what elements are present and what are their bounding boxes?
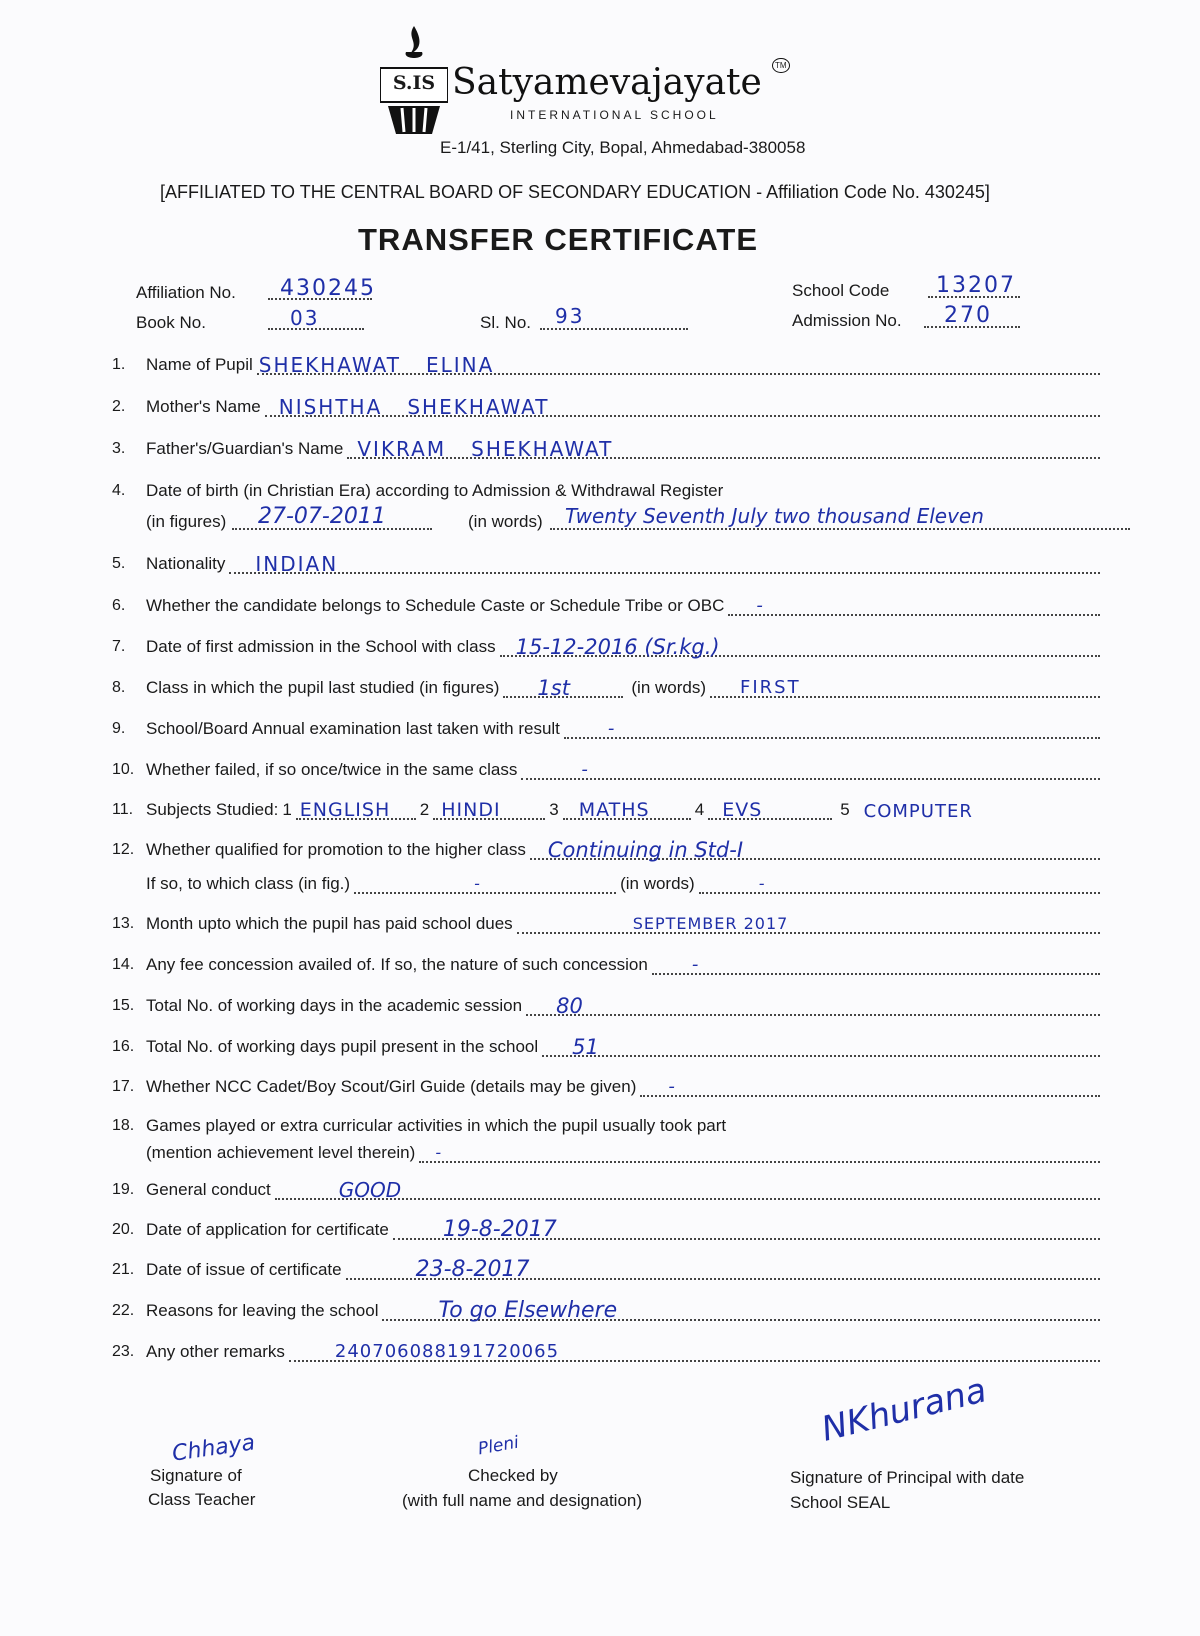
field-number: 19.	[112, 1181, 135, 1198]
dob-words-label: (in words)	[468, 512, 543, 531]
field-18	[112, 1116, 1100, 1136]
failed-status: -	[581, 759, 588, 780]
field-label: Month upto which the pupil has paid school dues	[146, 914, 513, 933]
field-label: Whether failed, if so once/twice in the same class	[146, 760, 518, 779]
school-code-value: 13207	[936, 273, 1016, 298]
field-22	[112, 1298, 1100, 1323]
field-1	[112, 355, 1100, 375]
field-number: 22.	[112, 1302, 135, 1319]
field-number: 9.	[112, 720, 126, 737]
working-days-present: 51	[572, 1035, 599, 1059]
other-remarks: 240706088191720065	[334, 1341, 560, 1362]
dob-figures-label: (in figures)	[146, 512, 227, 531]
field-number: 14.	[112, 956, 135, 973]
affiliation-no-label: Affiliation No.	[136, 283, 236, 302]
sl-no-label: Sl. No.	[480, 313, 532, 332]
field-number: 2.	[112, 398, 126, 415]
field-number: 4.	[112, 482, 126, 499]
field-8	[112, 678, 1100, 698]
father-name: VIKRAM SHEKHAWAT	[357, 437, 614, 461]
fee-concession: -	[691, 954, 699, 975]
field-label: Date of first admission in the School with class	[146, 637, 496, 656]
field-number: 10.	[112, 761, 135, 778]
admission-no-value: 270	[944, 303, 992, 328]
field-label: Name of Pupil	[146, 355, 253, 374]
checked-by-label-2: (with full name and designation)	[402, 1491, 643, 1510]
field-23	[112, 1342, 1100, 1362]
trademark: TM	[772, 58, 790, 73]
dues-paid-month: SEPTEMBER 2017	[632, 914, 789, 933]
field-label: If so, to which class (in fig.)	[146, 874, 351, 893]
field-17	[112, 1077, 1100, 1097]
field-19	[112, 1180, 1100, 1200]
field-20	[112, 1217, 1100, 1242]
field-label: Whether NCC Cadet/Boy Scout/Girl Guide (details may be given)	[146, 1077, 637, 1096]
last-class-figures: 1st	[537, 676, 570, 700]
field-number: 6.	[112, 597, 126, 614]
field-number: 15.	[112, 997, 135, 1014]
checked-by-signature: Pleni	[476, 1432, 521, 1460]
field-label: Mother's Name	[146, 397, 261, 416]
field-6	[112, 596, 1100, 616]
field-21	[112, 1257, 1100, 1282]
class-teacher-label-2: Class Teacher	[148, 1490, 256, 1509]
field-label: Date of application for certificate	[146, 1220, 389, 1239]
field-label: (in words)	[631, 678, 707, 697]
affiliation-line: [AFFILIATED TO THE CENTRAL BOARD OF SECONDARY EDUCATION - Affiliation Code No. 430245]	[160, 182, 990, 202]
field-number: 1.	[112, 356, 126, 373]
subject-4: EVS	[722, 799, 763, 821]
field-13	[112, 914, 1100, 934]
field-label: Whether the candidate belongs to Schedule Caste or Schedule Tribe or OBC	[146, 596, 725, 615]
principal-signature: NKhurana	[817, 1370, 991, 1450]
field-label: Whether qualified for promotion to the higher class	[146, 840, 526, 859]
field-18-sub	[146, 1143, 1100, 1163]
mother-name: NISHTHA SHEKHAWAT	[278, 395, 550, 419]
leaving-reason: To go Elsewhere	[438, 1298, 618, 1323]
nationality: INDIAN	[255, 552, 339, 576]
field-label: Any other remarks	[146, 1342, 285, 1361]
field-11: 11. Subjects Studied: 1 ENGLISH 2 HINDI 3 MATHS 4 EVS 5 COMPUTER	[112, 799, 973, 822]
principal-label-1: Signature of Principal with date	[790, 1468, 1025, 1487]
class-teacher-signature: Chhaya	[170, 1430, 257, 1467]
field-label: Date of issue of certificate	[146, 1260, 342, 1279]
dob-words-value: Twenty Seventh July two thousand Eleven	[565, 504, 984, 528]
field-number: 12.	[112, 841, 135, 858]
field-number: 13.	[112, 915, 135, 932]
field-7	[112, 637, 1100, 657]
issue-date: 23-8-2017	[415, 1257, 530, 1282]
promotion-class-figures: -	[474, 874, 480, 893]
subject-2: HINDI	[441, 799, 501, 821]
field-16	[112, 1037, 1100, 1057]
dob-figures-value: 27-07-2011	[258, 504, 386, 529]
field-number: 20.	[112, 1221, 135, 1238]
subject-3: MATHS	[578, 799, 650, 821]
affiliation-no-value: 430245	[280, 276, 376, 301]
field-label: Games played or extra curricular activities in which the pupil usually took part	[146, 1116, 727, 1135]
working-days-total: 80	[556, 994, 583, 1018]
field-number: 16.	[112, 1038, 135, 1055]
field-number: 23.	[112, 1343, 135, 1360]
general-conduct: GOOD	[338, 1178, 402, 1202]
subject-1: ENGLISH	[299, 799, 391, 821]
first-admission: 15-12-2016 (Sr.kg.)	[515, 635, 720, 659]
school-code-label: School Code	[792, 281, 890, 300]
field-label: Nationality	[146, 554, 226, 573]
school-logo	[380, 22, 448, 142]
principal-label-2: School SEAL	[790, 1493, 891, 1512]
field-15	[112, 996, 1100, 1016]
field-label: Subjects Studied:	[146, 800, 279, 819]
field-label: General conduct	[146, 1180, 271, 1199]
admission-no-label: Admission No.	[792, 311, 902, 330]
field-label: (in words)	[620, 874, 695, 893]
field-number: 18.	[112, 1117, 135, 1134]
promotion-status: Continuing in Std-I	[547, 838, 744, 862]
exam-result: -	[607, 718, 615, 739]
subject-5: COMPUTER	[863, 801, 973, 822]
field-label: School/Board Annual examination last taken with result	[146, 719, 560, 738]
sl-no-value: 93	[555, 304, 585, 328]
field-2	[112, 397, 1100, 417]
field-number: 8.	[112, 679, 126, 696]
field-label: Father's/Guardian's Name	[146, 439, 344, 458]
field-3	[112, 439, 1100, 459]
field-label: Reasons for leaving the school	[146, 1301, 379, 1320]
field-label: Total No. of working days pupil present in the school	[146, 1037, 539, 1056]
field-number: 5.	[112, 555, 126, 572]
logo-text: S.IS	[392, 72, 436, 94]
field-12	[112, 840, 1100, 860]
field-label: Total No. of working days in the academic session	[146, 996, 523, 1015]
promotion-class-words: -	[758, 874, 765, 893]
field-label: (mention achievement level therein)	[146, 1143, 416, 1162]
field-5	[112, 554, 1100, 574]
field-number: 3.	[112, 440, 126, 457]
checked-by-label-1: Checked by	[468, 1466, 558, 1485]
school-name: Satyamevajayate	[452, 62, 762, 103]
field-number: 17.	[112, 1078, 135, 1095]
caste-category: -	[756, 595, 763, 616]
field-9	[112, 719, 1100, 739]
field-label: Any fee concession availed of. If so, the nature of such concession	[146, 955, 648, 974]
application-date: 19-8-2017	[442, 1217, 557, 1242]
activities: -	[435, 1143, 442, 1162]
field-number: 21.	[112, 1261, 135, 1278]
pupil-name: SHEKHAWAT ELINA	[258, 353, 495, 377]
class-teacher-label-1: Signature of	[150, 1466, 242, 1485]
ncc-details: -	[668, 1076, 675, 1097]
field-label: Class in which the pupil last studied (in figures)	[146, 678, 500, 697]
field-10	[112, 760, 1100, 780]
field-number: 7.	[112, 638, 126, 655]
book-no-value: 03	[290, 306, 320, 330]
field-14	[112, 955, 1100, 975]
school-address: E-1/41, Sterling City, Bopal, Ahmedabad-380058	[440, 138, 806, 157]
school-subtitle: INTERNATIONAL SCHOOL	[510, 108, 719, 122]
field-12-sub	[146, 874, 1100, 894]
field-number: 11.	[112, 801, 134, 818]
field-4	[112, 481, 1100, 501]
last-class-words: FIRST	[740, 677, 801, 698]
page-title: TRANSFER CERTIFICATE	[358, 222, 759, 257]
field-label: Date of birth (in Christian Era) according to Admission & Withdrawal Register	[146, 481, 724, 500]
book-no-label: Book No.	[136, 313, 206, 332]
